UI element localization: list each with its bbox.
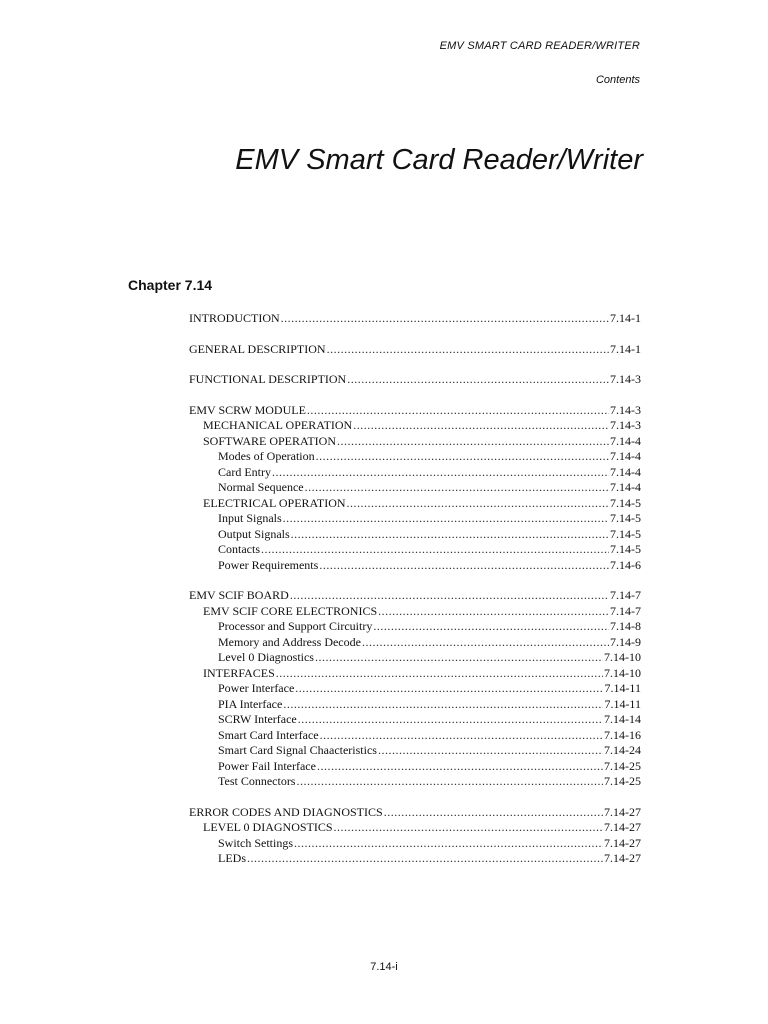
toc-entry[interactable] bbox=[189, 496, 641, 512]
page-number: 7.14-i bbox=[370, 961, 398, 973]
toc-entry-page: 7.14-5 bbox=[610, 526, 641, 541]
toc-entry[interactable] bbox=[189, 728, 641, 744]
toc-dot-leader bbox=[319, 558, 609, 574]
toc-entry-page: 7.14-4 bbox=[610, 464, 641, 479]
toc-dot-leader bbox=[378, 743, 603, 759]
toc-entry-page: 7.14-7 bbox=[610, 588, 641, 602]
document-title: EMV Smart Card Reader/Writer bbox=[235, 144, 643, 176]
toc-entry-label: SOFTWARE OPERATION bbox=[203, 433, 337, 448]
toc-entry-label: GENERAL DESCRIPTION bbox=[189, 341, 326, 356]
toc-entry-label: EMV SCIF BOARD bbox=[189, 588, 289, 602]
toc-dot-leader bbox=[247, 851, 603, 867]
toc-entry-label: FUNCTIONAL DESCRIPTION bbox=[189, 372, 347, 386]
toc-dot-leader bbox=[296, 774, 603, 790]
toc-entry[interactable] bbox=[189, 465, 641, 481]
toc-entry-page: 7.14-25 bbox=[604, 758, 641, 773]
toc-entry-page: 7.14-3 bbox=[610, 372, 641, 386]
toc-entry[interactable] bbox=[189, 820, 641, 836]
chapter-heading: Chapter 7.14 bbox=[128, 277, 213, 293]
toc-dot-leader bbox=[347, 496, 609, 512]
toc-entry-page: 7.14-5 bbox=[610, 495, 641, 510]
toc-dot-leader bbox=[334, 820, 603, 836]
toc-entry-page: 7.14-10 bbox=[604, 650, 641, 664]
running-header-section: Contents bbox=[595, 74, 640, 86]
toc-dot-leader bbox=[261, 542, 609, 558]
toc-entry-page: 7.14-1 bbox=[610, 311, 641, 325]
toc-entry-label: Input Signals bbox=[218, 511, 282, 525]
toc-entry-label: Modes of Operation bbox=[218, 449, 315, 463]
toc-entry[interactable] bbox=[189, 311, 641, 327]
toc-entry[interactable] bbox=[189, 666, 641, 682]
toc-dot-leader bbox=[315, 650, 603, 666]
toc-entry-page: 7.14-3 bbox=[610, 402, 641, 417]
toc-entry-page: 7.14-27 bbox=[604, 835, 641, 850]
toc-entry[interactable] bbox=[189, 697, 641, 713]
toc-entry-page: 7.14-5 bbox=[610, 542, 641, 556]
toc-entry[interactable] bbox=[189, 511, 641, 527]
toc-entry[interactable] bbox=[189, 342, 641, 358]
toc-entry-page: 7.14-11 bbox=[604, 696, 641, 711]
toc-entry-label: ELECTRICAL OPERATION bbox=[203, 495, 346, 510]
toc-dot-leader bbox=[347, 372, 609, 388]
toc-entry[interactable] bbox=[189, 588, 641, 604]
toc-entry[interactable] bbox=[189, 619, 641, 635]
toc-dot-leader bbox=[283, 511, 609, 527]
toc-entry-label: Normal Sequence bbox=[218, 480, 304, 494]
toc-entry-label: Processor and Support Circuitry bbox=[218, 619, 373, 633]
toc-entry-page: 7.14-16 bbox=[604, 727, 641, 742]
toc-entry-page: 7.14-27 bbox=[604, 804, 641, 819]
toc-entry-page: 7.14-27 bbox=[604, 851, 641, 865]
toc-entry[interactable] bbox=[189, 774, 641, 790]
toc-dot-leader bbox=[353, 418, 609, 434]
toc-dot-leader bbox=[291, 527, 609, 543]
toc-entry[interactable] bbox=[189, 542, 641, 558]
toc-entry-page: 7.14-27 bbox=[604, 820, 641, 834]
running-header-title: EMV SMART CARD READER/WRITER bbox=[439, 40, 640, 52]
toc-dot-leader bbox=[307, 403, 609, 419]
toc-entry-label: Switch Settings bbox=[218, 835, 294, 850]
toc-dot-leader bbox=[305, 480, 609, 496]
toc-entry[interactable] bbox=[189, 851, 641, 867]
table-of-contents bbox=[189, 311, 641, 882]
toc-entry[interactable] bbox=[189, 480, 641, 496]
toc-entry[interactable] bbox=[189, 558, 641, 574]
toc-entry-label: ERROR CODES AND DIAGNOSTICS bbox=[189, 804, 383, 819]
toc-entry-label: Power Interface bbox=[218, 681, 295, 695]
toc-entry-page: 7.14-11 bbox=[604, 681, 641, 695]
toc-entry-label: MECHANICAL OPERATION bbox=[203, 418, 353, 432]
toc-entry-label: INTERFACES bbox=[203, 665, 275, 680]
toc-entry[interactable] bbox=[189, 434, 641, 450]
toc-dot-leader bbox=[320, 728, 603, 744]
toc-dot-leader bbox=[272, 465, 609, 481]
toc-dot-leader bbox=[294, 836, 603, 852]
toc-entry[interactable] bbox=[189, 527, 641, 543]
toc-entry-page: 7.14-7 bbox=[610, 603, 641, 618]
toc-entry-page: 7.14-8 bbox=[610, 619, 641, 633]
toc-dot-leader bbox=[276, 666, 603, 682]
toc-dot-leader bbox=[362, 635, 609, 651]
toc-entry[interactable] bbox=[189, 712, 641, 728]
toc-entry-page: 7.14-25 bbox=[604, 774, 641, 788]
toc-entry[interactable] bbox=[189, 418, 641, 434]
toc-dot-leader bbox=[327, 342, 609, 358]
toc-entry[interactable] bbox=[189, 805, 641, 821]
toc-entry-label: Output Signals bbox=[218, 526, 290, 541]
toc-entry-label: INTRODUCTION bbox=[189, 311, 280, 325]
toc-entry-label: LEVEL 0 DIAGNOSTICS bbox=[203, 820, 333, 834]
toc-entry-label: Memory and Address Decode bbox=[218, 634, 361, 649]
toc-entry-label: Smart Card Interface bbox=[218, 727, 319, 742]
toc-dot-leader bbox=[373, 619, 609, 635]
toc-entry-label: Power Fail Interface bbox=[218, 758, 316, 773]
toc-group bbox=[189, 342, 641, 358]
toc-entry[interactable] bbox=[189, 650, 641, 666]
toc-entry-label: Smart Card Signal Chaacteristics bbox=[218, 743, 377, 757]
toc-dot-leader bbox=[283, 697, 603, 713]
toc-entry-label: Level 0 Diagnostics bbox=[218, 650, 314, 664]
toc-entry-label: Contacts bbox=[218, 542, 260, 556]
toc-dot-leader bbox=[298, 712, 603, 728]
toc-entry-label: LEDs bbox=[218, 851, 246, 865]
toc-entry[interactable] bbox=[189, 759, 641, 775]
toc-entry-page: 7.14-6 bbox=[610, 557, 641, 572]
toc-entry-page: 7.14-4 bbox=[610, 433, 641, 448]
toc-dot-leader bbox=[384, 805, 603, 821]
toc-entry[interactable] bbox=[189, 372, 641, 388]
toc-entry-page: 7.14-4 bbox=[610, 480, 641, 494]
toc-entry-page: 7.14-5 bbox=[610, 511, 641, 525]
toc-entry-label: Power Requirements bbox=[218, 557, 319, 572]
toc-dot-leader bbox=[378, 604, 609, 620]
toc-entry[interactable] bbox=[189, 449, 641, 465]
toc-entry-page: 7.14-24 bbox=[604, 743, 641, 757]
toc-dot-leader bbox=[281, 311, 609, 327]
toc-entry-page: 7.14-10 bbox=[604, 665, 641, 680]
toc-entry-page: 7.14-9 bbox=[610, 634, 641, 649]
toc-entry-label: EMV SCIF CORE ELECTRONICS bbox=[203, 603, 378, 618]
toc-group bbox=[189, 805, 641, 867]
toc-entry-page: 7.14-3 bbox=[610, 418, 641, 432]
toc-dot-leader bbox=[316, 449, 609, 465]
toc-group bbox=[189, 588, 641, 790]
toc-entry-page: 7.14-1 bbox=[610, 341, 641, 356]
toc-entry[interactable] bbox=[189, 681, 641, 697]
toc-dot-leader bbox=[317, 759, 603, 775]
toc-group bbox=[189, 403, 641, 574]
toc-entry[interactable] bbox=[189, 836, 641, 852]
toc-entry-label: Card Entry bbox=[218, 464, 271, 479]
toc-entry-label: EMV SCRW MODULE bbox=[189, 402, 306, 417]
toc-group bbox=[189, 311, 641, 327]
toc-entry[interactable] bbox=[189, 743, 641, 759]
toc-entry[interactable] bbox=[189, 604, 641, 620]
toc-dot-leader bbox=[295, 681, 603, 697]
toc-entry-label: SCRW Interface bbox=[218, 712, 297, 726]
toc-entry-label: Test Connectors bbox=[218, 774, 296, 788]
toc-entry-page: 7.14-14 bbox=[604, 712, 641, 726]
toc-entry[interactable] bbox=[189, 403, 641, 419]
toc-dot-leader bbox=[290, 588, 609, 604]
toc-dot-leader bbox=[337, 434, 609, 450]
toc-entry-page: 7.14-4 bbox=[610, 449, 641, 463]
toc-entry[interactable] bbox=[189, 635, 641, 651]
toc-entry-label: PIA Interface bbox=[218, 696, 283, 711]
toc-group bbox=[189, 372, 641, 388]
